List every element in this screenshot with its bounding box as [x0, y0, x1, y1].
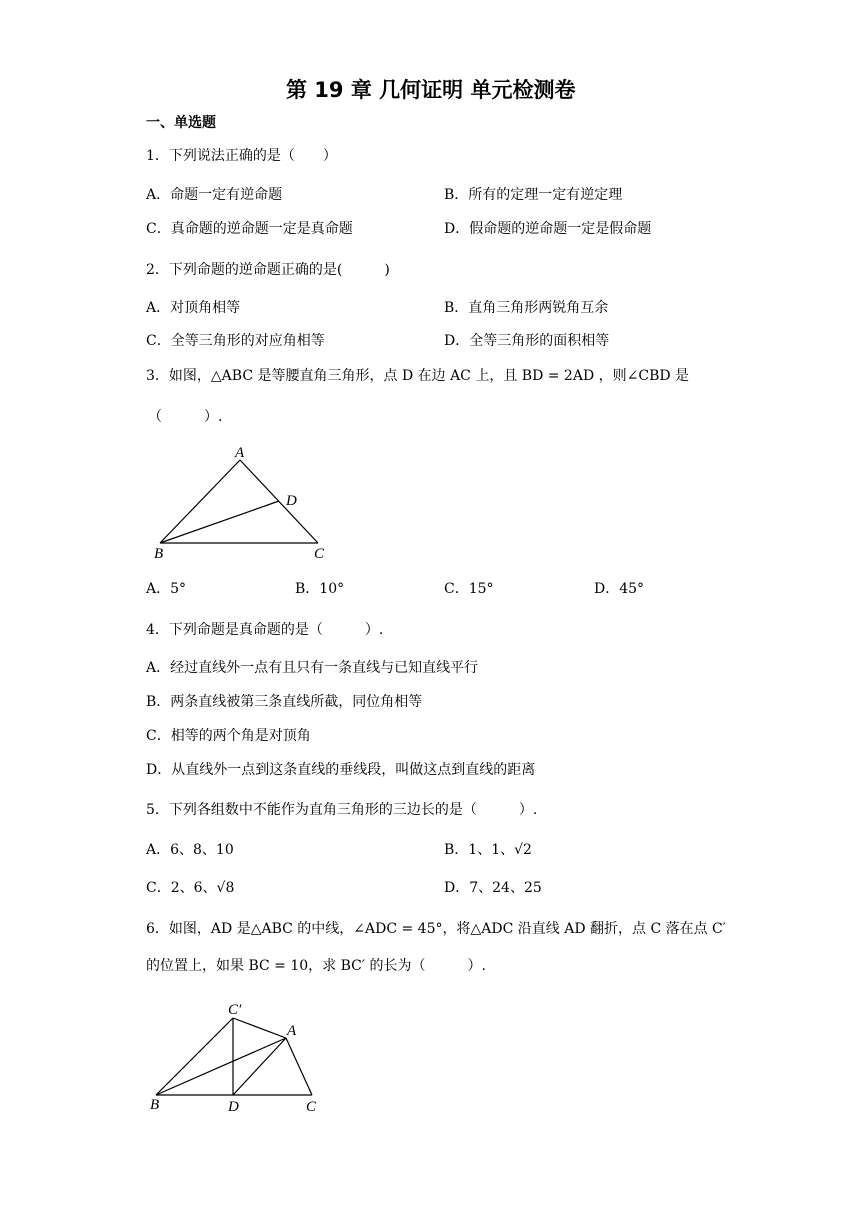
q2-option-b: B．直角三角形两锐角互余 [444, 300, 609, 316]
segment-ad [233, 1038, 286, 1095]
q1-option-d: D．假命题的逆命题一定是假命题 [444, 221, 652, 237]
q5-option-d: D．7、24、25 [444, 880, 542, 896]
q2-stem: 2．下列命题的逆命题正确的是( ) [146, 262, 390, 278]
q2-option-c: C．全等三角形的对应角相等 [146, 333, 325, 349]
q4-stem: 4．下列命题是真命题的是（ ）. [146, 622, 384, 638]
q1-option-b: B．所有的定理一定有逆定理 [444, 187, 623, 203]
q5-stem: 5．下列各组数中不能作为直角三角形的三边长的是（ ）. [146, 802, 538, 818]
q3-stem-continued: （ ）. [148, 409, 223, 425]
q4-option-c: C．相等的两个角是对顶角 [146, 728, 311, 744]
q3-option-d: D．45° [594, 581, 645, 597]
segment-c1a [233, 1018, 286, 1038]
page-title: 第 19 章 几何证明 单元检测卷 [286, 78, 576, 102]
segment-ab [156, 1038, 286, 1095]
q3-option-a: A．5° [146, 581, 187, 597]
q5-option-a: A．6、8、10 [146, 842, 234, 858]
label-c: C [314, 546, 325, 562]
q5-option-b: B．1、1、√2 [444, 842, 532, 858]
label-d: D [228, 1099, 239, 1115]
q5-option-c: C．2、6、√8 [146, 880, 235, 896]
segment-ab [160, 460, 240, 543]
label-a: A [235, 445, 245, 461]
q6-fold-figure [140, 995, 340, 1120]
q1-option-c: C．真命题的逆命题一定是真命题 [146, 221, 353, 237]
q4-option-b: B．两条直线被第三条直线所截，同位角相等 [146, 694, 423, 710]
segment-ac [286, 1038, 312, 1095]
q4-option-d: D．从直线外一点到这条直线的垂线段，叫做这点到直线的距离 [146, 762, 536, 778]
q3-option-c: C．15° [444, 581, 494, 597]
q2-option-a: A．对顶角相等 [146, 300, 241, 316]
label-d: D [286, 493, 297, 509]
label-c-prime: C′ [228, 1002, 242, 1018]
q6-stem-continued: 的位置上，如果 BC = 10，求 BC′ 的长为（ ）. [146, 958, 486, 974]
q6-stem: 6．如图，AD 是△ABC 的中线，∠ADC = 45°，将△ADC 沿直线 AD 翻折，点 C 落在点 C′ [146, 921, 726, 937]
section-heading: 一、单选题 [146, 115, 216, 131]
segment-bd [160, 501, 279, 543]
q3-triangle-figure [140, 440, 350, 565]
label-c: C [306, 1099, 317, 1115]
label-b: B [150, 1097, 160, 1113]
q3-stem: 3．如图，△ABC 是等腰直角三角形，点 D 在边 AC 上，且 BD = 2AD ，则∠CBD 是 [146, 368, 690, 384]
q1-option-a: A．命题一定有逆命题 [146, 187, 283, 203]
q1-stem: 1．下列说法正确的是（ ） [146, 148, 337, 164]
label-a: A [287, 1023, 297, 1039]
q3-option-b: B．10° [295, 581, 345, 597]
q4-option-a: A．经过直线外一点有且只有一条直线与已知直线平行 [146, 660, 479, 676]
segment-bc1 [156, 1018, 233, 1095]
label-b: B [154, 546, 164, 562]
q2-option-d: D．全等三角形的面积相等 [444, 333, 610, 349]
